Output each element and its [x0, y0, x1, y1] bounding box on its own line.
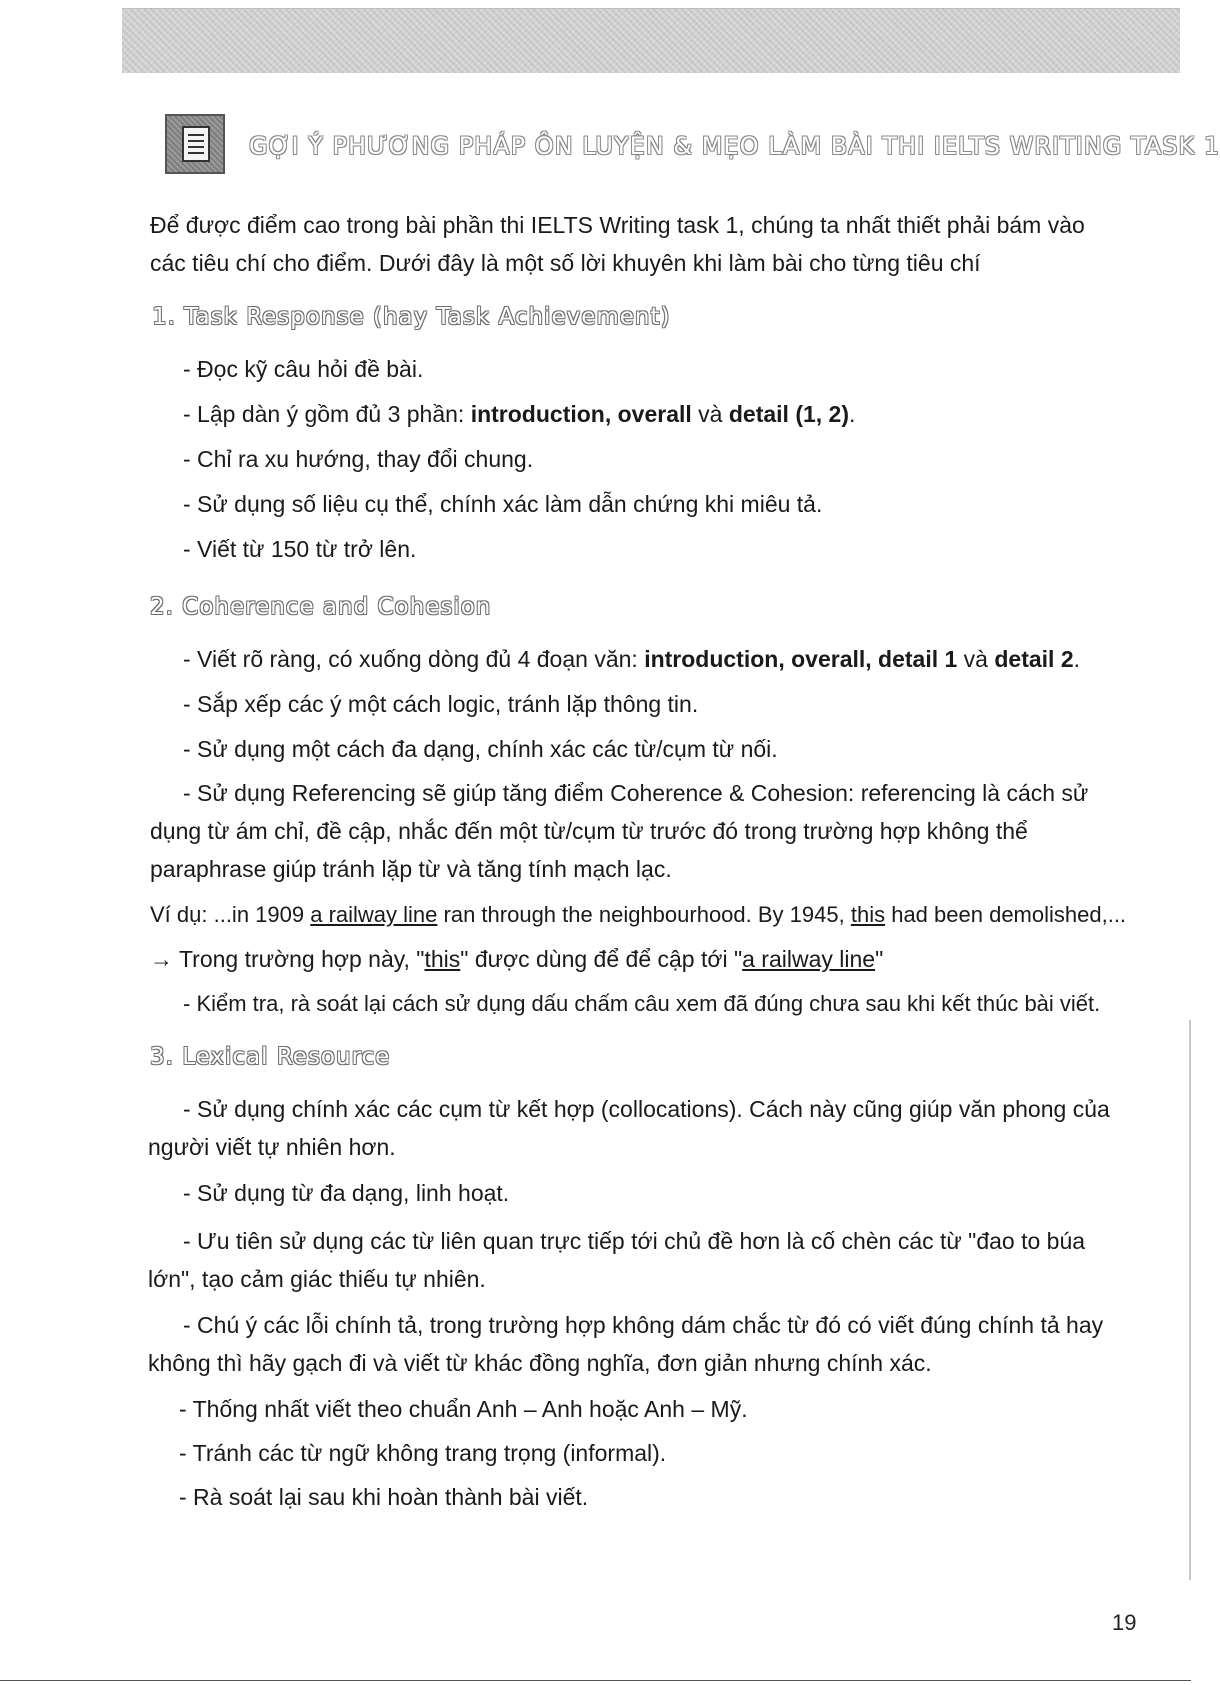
- list-item: - Lập dàn ý gồm đủ 3 phần: introduction, overall và detail (1, 2).: [183, 401, 856, 427]
- list-item: - Viết từ 150 từ trở lên.: [183, 536, 417, 562]
- page-title: GỢI Ý PHƯƠNG PHÁP ÔN LUYỆN & MẸO LÀM BÀI THI IELTS WRITING TASK 1: [249, 132, 1220, 160]
- list-item: - Viết rõ ràng, có xuống dòng đủ 4 đoạn văn: introduction, overall, detail 1 và detail 2.: [183, 646, 1081, 672]
- example-explanation: → Trong trường hợp này, "this" được dùng để để cập tới "a railway line": [150, 946, 884, 972]
- list-item: - Kiểm tra, rà soát lại cách sử dụng dấu chấm câu xem đã đúng chưa sau khi kết thúc bài viết.: [183, 991, 1101, 1016]
- list-item: - Ưu tiên sử dụng các từ liên quan trực tiếp tới chủ đề hơn là cố chèn các từ "đao to búa lớn", tạo cảm giác thiếu tự nhiên.: [148, 1228, 1086, 1292]
- page-header: [165, 114, 1220, 176]
- list-item: - Thống nhất viết theo chuẩn Anh – Anh hoặc Anh – Mỹ.: [179, 1396, 748, 1422]
- section-heading-coherence: 2. Coherence and Cohesion: [150, 594, 492, 620]
- example-line: Ví dụ: ...in 1909 a railway line ran through the neighbourhood. By 1945, this had been demolished,...: [150, 902, 1127, 927]
- list-item: - Chỉ ra xu hướng, thay đổi chung.: [183, 446, 534, 472]
- bottom-rule: [0, 1680, 1191, 1681]
- top-decorative-band: [122, 8, 1180, 73]
- list-item: - Sử dụng một cách đa dạng, chính xác các từ/cụm từ nối.: [183, 736, 778, 762]
- page-number: 19: [1112, 1610, 1137, 1635]
- section-heading-lexical: 3. Lexical Resource: [150, 1044, 391, 1070]
- list-item: - Sử dụng Referencing sẽ giúp tăng điểm Coherence & Cohesion: referencing là cách sử dụng từ ám chỉ, đề cập, nhắc đến một từ/cụm từ trước đó trong trường hợp không thể paraphrase giúp tránh lặp từ và tăng tính mạch lạc.: [150, 780, 1089, 882]
- list-item: - Đọc kỹ câu hỏi đề bài.: [183, 356, 424, 382]
- intro-paragraph: Để được điểm cao trong bài phần thi IELTS Writing task 1, chúng ta nhất thiết phải bám vào các tiêu chí cho điểm. Dưới đây là một số lời khuyên khi làm bài cho từng tiêu chí: [150, 212, 1085, 276]
- list-item: - Tránh các từ ngữ không trang trọng (informal).: [179, 1440, 667, 1466]
- document-icon: [165, 114, 225, 174]
- section-heading-task-response: 1. Task Response (hay Task Achievement): [152, 304, 671, 330]
- scan-edge: [1189, 1020, 1191, 1580]
- list-item: - Sử dụng từ đa dạng, linh hoạt.: [183, 1180, 510, 1206]
- list-item: - Sử dụng chính xác các cụm từ kết hợp (collocations). Cách này cũng giúp văn phong của người viết tự nhiên hơn.: [148, 1096, 1110, 1160]
- list-item: - Sắp xếp các ý một cách logic, tránh lặp thông tin.: [183, 691, 699, 717]
- list-item: - Chú ý các lỗi chính tả, trong trường hợp không dám chắc từ đó có viết đúng chính tả hay không thì hãy gạch đi và viết từ khác đồng nghĩa, đơn giản nhưng chính xác.: [148, 1312, 1104, 1376]
- list-item: - Sử dụng số liệu cụ thể, chính xác làm dẫn chứng khi miêu tả.: [183, 491, 823, 517]
- list-item: - Rà soát lại sau khi hoàn thành bài viết.: [179, 1484, 589, 1510]
